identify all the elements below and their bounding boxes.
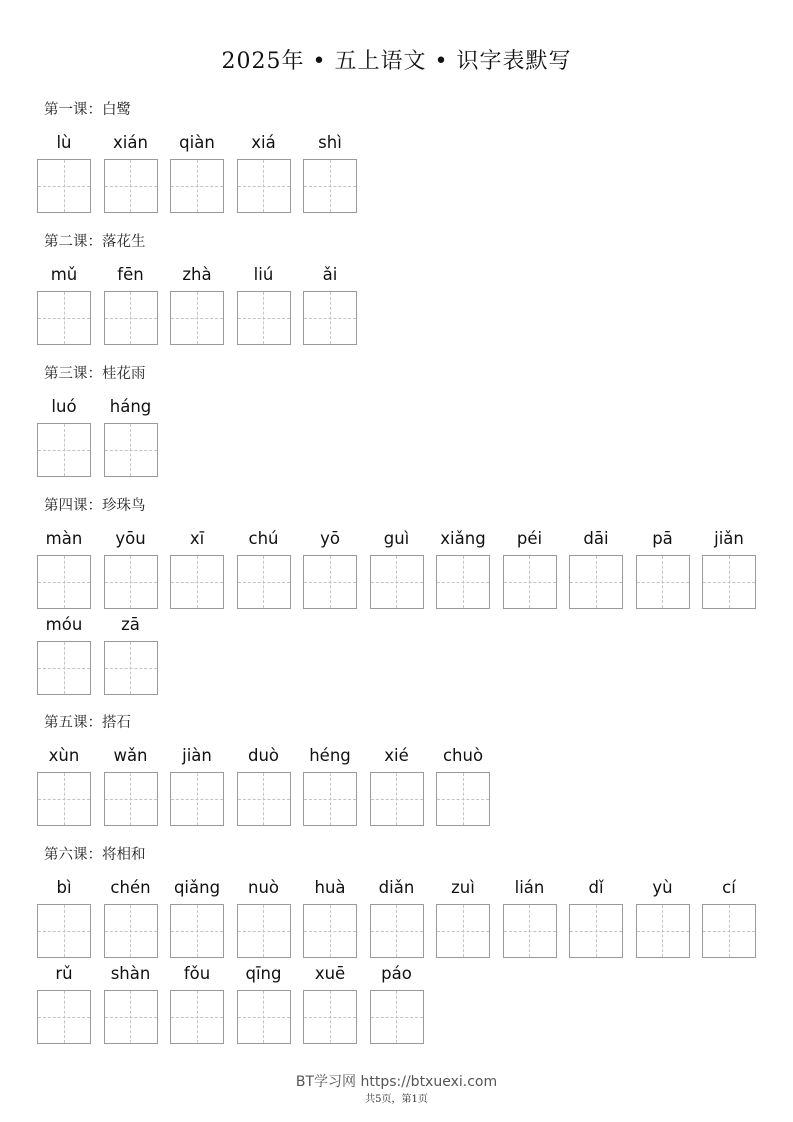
writing-cell — [170, 529, 224, 609]
writing-cell — [170, 964, 224, 1044]
pinyin-label: liú — [253, 265, 274, 284]
pinyin-label: nuò — [247, 878, 279, 897]
writing-cell — [303, 265, 357, 345]
tianzige-box[interactable] — [237, 904, 291, 958]
pinyin-row — [37, 746, 767, 826]
tianzige-box[interactable] — [237, 159, 291, 213]
pinyin-label: rǔ — [55, 964, 73, 983]
writing-cell — [303, 746, 357, 826]
pinyin-label: péi — [516, 529, 543, 548]
tianzige-box[interactable] — [104, 641, 158, 695]
tianzige-box[interactable] — [303, 291, 357, 345]
tianzige-box[interactable] — [104, 772, 158, 826]
pinyin-label: huà — [314, 878, 346, 897]
tianzige-box[interactable] — [370, 555, 424, 609]
writing-cell — [436, 529, 490, 609]
pinyin-label: qīng — [245, 964, 282, 983]
pinyin-label: xián — [113, 133, 148, 152]
pinyin-label: cí — [722, 878, 736, 897]
tianzige-box[interactable] — [303, 772, 357, 826]
pinyin-label: luó — [51, 397, 77, 416]
writing-cell — [37, 615, 91, 695]
pinyin-row — [37, 529, 767, 609]
writing-cell — [702, 878, 756, 958]
writing-cell — [104, 265, 158, 345]
pinyin-row — [37, 397, 767, 477]
writing-cell — [104, 615, 158, 695]
pinyin-label: lù — [56, 133, 72, 152]
writing-cell — [37, 746, 91, 826]
tianzige-box[interactable] — [702, 904, 756, 958]
tianzige-box[interactable] — [170, 772, 224, 826]
writing-cell — [436, 878, 490, 958]
tianzige-box[interactable] — [436, 772, 490, 826]
tianzige-box[interactable] — [503, 555, 557, 609]
pinyin-label: xiá — [251, 133, 276, 152]
tianzige-box[interactable] — [170, 291, 224, 345]
page-title: 2025年 • 五上语文 • 识字表默写 — [221, 49, 572, 74]
tianzige-box[interactable] — [503, 904, 557, 958]
tianzige-box[interactable] — [37, 641, 91, 695]
tianzige-box[interactable] — [237, 291, 291, 345]
pinyin-label: xùn — [48, 746, 80, 765]
writing-cell — [104, 746, 158, 826]
tianzige-box[interactable] — [303, 159, 357, 213]
lesson-title: 第二课：落花生 — [44, 234, 146, 250]
writing-cell — [237, 133, 291, 213]
writing-cell — [37, 529, 91, 609]
pinyin-label: mǔ — [50, 265, 78, 284]
tianzige-box[interactable] — [37, 291, 91, 345]
writing-cell — [104, 397, 158, 477]
footer-site: BT学习网 https://btxuexi.com — [295, 1074, 498, 1090]
pinyin-label: xuē — [314, 964, 346, 983]
tianzige-box[interactable] — [37, 772, 91, 826]
writing-cell — [636, 878, 690, 958]
pinyin-label: yō — [320, 529, 340, 548]
pinyin-label: héng — [309, 746, 351, 765]
pinyin-label: chuò — [442, 746, 484, 765]
tianzige-box[interactable] — [104, 159, 158, 213]
tianzige-box[interactable] — [104, 990, 158, 1044]
writing-cell — [303, 964, 357, 1044]
pinyin-label: chú — [248, 529, 279, 548]
pinyin-label: shì — [318, 133, 342, 152]
writing-cell — [436, 746, 490, 826]
tianzige-box[interactable] — [303, 555, 357, 609]
tianzige-box[interactable] — [237, 772, 291, 826]
writing-cell — [569, 529, 623, 609]
tianzige-box[interactable] — [702, 555, 756, 609]
writing-cell — [237, 878, 291, 958]
lesson-title: 第一课：白鹭 — [44, 102, 131, 118]
writing-cell — [170, 133, 224, 213]
tianzige-box[interactable] — [37, 423, 91, 477]
tianzige-box[interactable] — [37, 159, 91, 213]
footer-page-number: 共5页，第1页 — [365, 1094, 428, 1105]
pinyin-label: guì — [383, 529, 410, 548]
tianzige-box[interactable] — [569, 555, 623, 609]
writing-cell — [37, 265, 91, 345]
pinyin-label: shàn — [110, 964, 151, 983]
pinyin-label: xī — [189, 529, 205, 548]
pinyin-label: màn — [45, 529, 83, 548]
tianzige-box[interactable] — [170, 990, 224, 1044]
pinyin-label: qiàn — [179, 133, 215, 152]
tianzige-box[interactable] — [237, 990, 291, 1044]
writing-cell — [303, 133, 357, 213]
pinyin-label: zuì — [451, 878, 475, 897]
tianzige-box[interactable] — [636, 555, 690, 609]
tianzige-box[interactable] — [37, 990, 91, 1044]
tianzige-box[interactable] — [436, 555, 490, 609]
pinyin-label: páo — [381, 964, 412, 983]
pinyin-row — [37, 265, 767, 345]
tianzige-box[interactable] — [370, 772, 424, 826]
writing-cell — [37, 878, 91, 958]
pinyin-row — [37, 964, 767, 1044]
writing-cell — [37, 397, 91, 477]
tianzige-box[interactable] — [370, 990, 424, 1044]
tianzige-box[interactable] — [104, 904, 158, 958]
pinyin-label: móu — [45, 615, 83, 634]
pinyin-label: chén — [110, 878, 151, 897]
lesson-title: 第五课：搭石 — [44, 715, 131, 731]
pinyin-label: diǎn — [378, 878, 415, 897]
writing-cell — [303, 878, 357, 958]
tianzige-box[interactable] — [170, 555, 224, 609]
tianzige-box[interactable] — [237, 555, 291, 609]
pinyin-label: háng — [109, 397, 152, 416]
tianzige-box[interactable] — [37, 904, 91, 958]
pinyin-row — [37, 133, 767, 213]
writing-cell — [636, 529, 690, 609]
writing-cell — [170, 746, 224, 826]
writing-cell — [104, 133, 158, 213]
lesson-title: 第四课：珍珠鸟 — [44, 498, 146, 514]
writing-cell — [503, 878, 557, 958]
tianzige-box[interactable] — [37, 555, 91, 609]
writing-cell — [37, 133, 91, 213]
pinyin-label: yōu — [115, 529, 146, 548]
lesson-title: 第六课：将相和 — [44, 847, 146, 863]
writing-cell — [104, 964, 158, 1044]
pinyin-label: fēn — [117, 265, 144, 284]
tianzige-box[interactable] — [303, 904, 357, 958]
writing-cell — [237, 746, 291, 826]
pinyin-label: jiǎn — [714, 529, 744, 548]
tianzige-box[interactable] — [170, 159, 224, 213]
writing-cell — [702, 529, 756, 609]
writing-cell — [37, 964, 91, 1044]
pinyin-label: dāi — [583, 529, 609, 548]
writing-cell — [370, 878, 424, 958]
tianzige-box[interactable] — [170, 904, 224, 958]
pinyin-label: xiǎng — [440, 529, 486, 548]
writing-cell — [170, 878, 224, 958]
tianzige-box[interactable] — [636, 904, 690, 958]
pinyin-label: zhà — [182, 265, 212, 284]
pinyin-row — [37, 615, 767, 695]
writing-cell — [237, 529, 291, 609]
writing-cell — [104, 878, 158, 958]
writing-cell — [170, 265, 224, 345]
writing-cell — [569, 878, 623, 958]
writing-cell — [370, 746, 424, 826]
pinyin-label: lián — [514, 878, 545, 897]
tianzige-box[interactable] — [104, 555, 158, 609]
pinyin-label: qiǎng — [173, 878, 221, 897]
tianzige-box[interactable] — [104, 291, 158, 345]
pinyin-label: fǒu — [183, 964, 211, 983]
pinyin-label: dǐ — [588, 878, 604, 897]
lesson-title: 第三课：桂花雨 — [44, 366, 146, 382]
writing-cell — [303, 529, 357, 609]
pinyin-label: ǎi — [322, 265, 338, 284]
pinyin-row — [37, 878, 767, 958]
pinyin-label: jiàn — [182, 746, 212, 765]
pinyin-label: pā — [652, 529, 673, 548]
writing-cell — [370, 529, 424, 609]
writing-cell — [237, 964, 291, 1044]
tianzige-box[interactable] — [436, 904, 490, 958]
tianzige-box[interactable] — [104, 423, 158, 477]
pinyin-label: xié — [384, 746, 409, 765]
writing-cell — [370, 964, 424, 1044]
pinyin-label: duò — [247, 746, 280, 765]
pinyin-label: zā — [121, 615, 140, 634]
pinyin-label: bì — [56, 878, 72, 897]
tianzige-box[interactable] — [303, 990, 357, 1044]
writing-cell — [104, 529, 158, 609]
writing-cell — [503, 529, 557, 609]
pinyin-label: wǎn — [113, 746, 148, 765]
pinyin-label: yù — [652, 878, 673, 897]
tianzige-box[interactable] — [370, 904, 424, 958]
writing-cell — [237, 265, 291, 345]
tianzige-box[interactable] — [569, 904, 623, 958]
